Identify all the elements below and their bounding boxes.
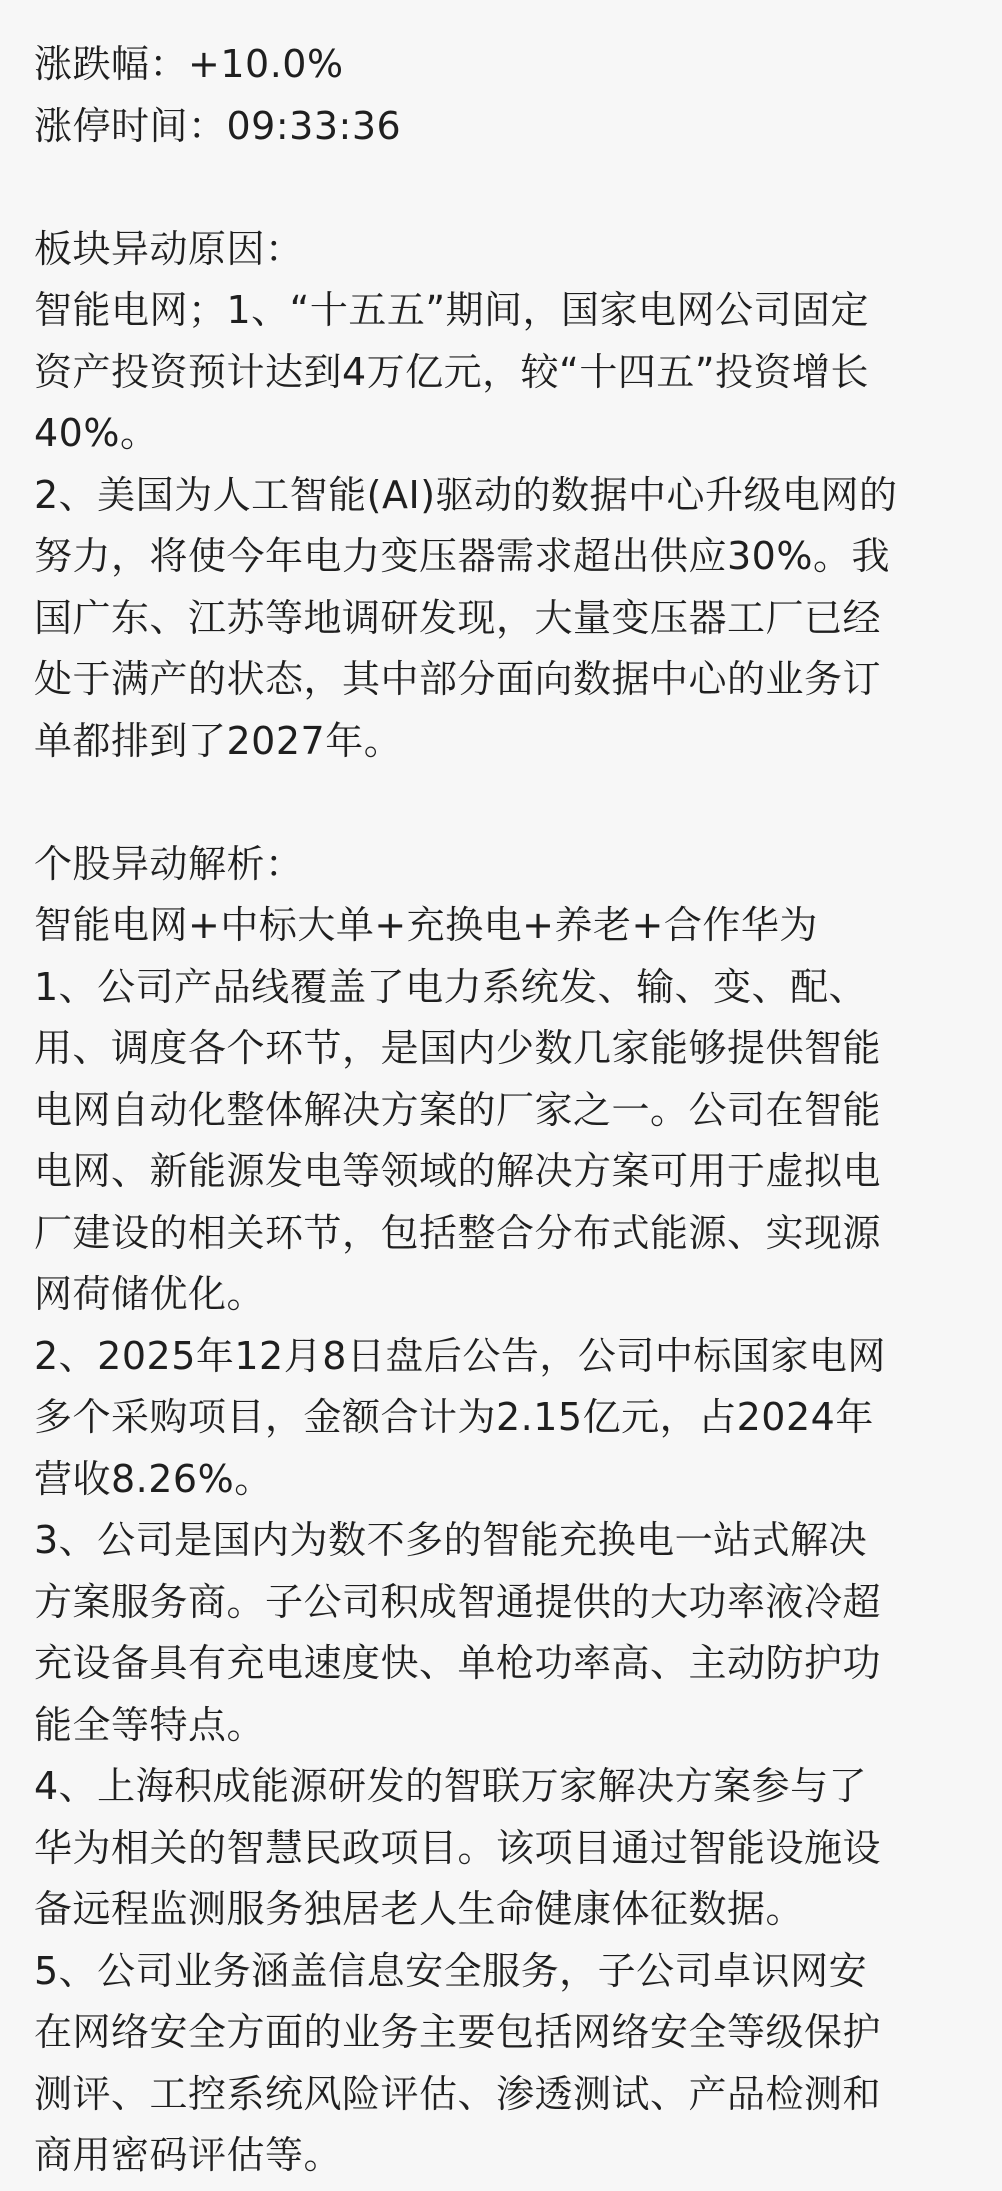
text-line: 测评、工控系统风险评估、渗透测试、产品检测和 [34,2071,882,2116]
blank-line [34,157,972,219]
text-line: 5、公司业务涵盖信息安全服务，子公司卓识网安 [34,1948,868,1993]
blank-line [34,772,972,834]
text-line: 网荷储优化。 [34,1272,266,1316]
text-line: 营收8.26%。 [34,1456,273,1501]
text-line: 电网、新能源发电等领域的解决方案可用于虚拟电 [34,1149,882,1193]
stock-analysis-heading: 个股异动解析： [34,841,304,886]
text-line: 2、2025年12月8日盘后公告，公司中标国家电网 [34,1333,886,1378]
text-line: 1、公司产品线覆盖了电力系统发、输、变、配、 [34,964,868,1009]
sector-reason-heading: 板块异动原因： [34,226,304,271]
text-line: 资产投资预计达到4万亿元，较“十四五”投资增长 [34,349,870,394]
text-line: 单都排到了2027年。 [34,718,403,763]
text-line: 商用密码评估等。 [34,2133,343,2177]
text-line: 备远程监测服务独居老人生命健康体征数据。 [34,1887,805,1931]
limit-up-time-line: 涨停时间：09:33:36 [34,103,402,148]
text-line: 努力，将使今年电力变压器需求超出供应30%。我 [34,534,890,578]
text-line: 电网自动化整体解决方案的厂家之一。公司在智能 [34,1087,882,1132]
text-line: 2、美国为人工智能(AI)驱动的数据中心升级电网的 [34,472,898,517]
text-line: 华为相关的智慧民政项目。该项目通过智能设施设 [34,1825,882,1870]
text-line: 国广东、江苏等地调研发现，大量变压器工厂已经 [34,595,882,640]
text-line: 用、调度各个环节，是国内少数几家能够提供智能 [34,1026,882,1070]
text-line: 方案服务商。子公司积成智通提供的大功率液冷超 [34,1579,882,1624]
change-percent-line: 涨跌幅：+10.0% [34,42,344,86]
text-line: 40%。 [34,411,159,455]
text-line: 4、上海积成能源研发的智联万家解决方案参与了 [34,1764,868,1808]
text-line: 充设备具有充电速度快、单枪功率高、主动防护功 [34,1641,882,1685]
text-line: 多个采购项目，金额合计为2.15亿元，占2024年 [34,1395,874,1439]
text-line: 智能电网+中标大单+充换电+养老+合作华为 [34,903,818,947]
text-line: 厂建设的相关环节，包括整合分布式能源、实现源 [34,1210,882,1255]
text-line: 在网络安全方面的业务主要包括网络安全等级保护 [34,2010,882,2054]
text-line: 3、公司是国内为数不多的智能充换电一站式解决 [34,1518,868,1562]
text-line: 能全等特点。 [34,1702,266,1747]
text-line: 智能电网；1、“十五五”期间，国家电网公司固定 [34,288,870,332]
text-line: 处于满产的状态，其中部分面向数据中心的业务订 [34,657,882,701]
